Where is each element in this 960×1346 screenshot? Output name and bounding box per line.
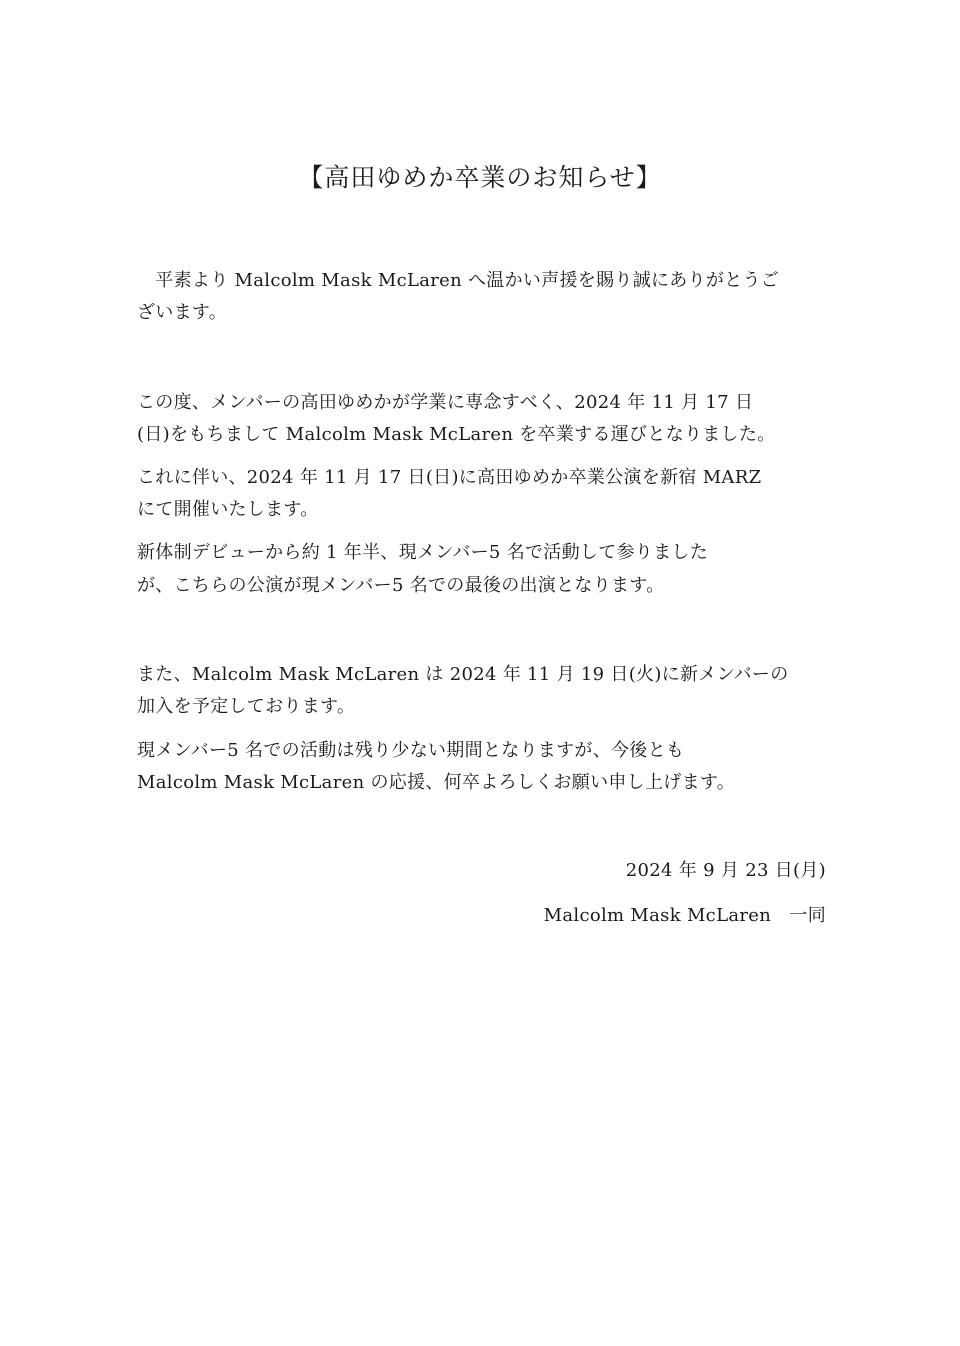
new-member-line-1: また、Malcolm Mask McLaren は 2024 年 11 月 19 日(火)に新メンバーの	[137, 664, 789, 685]
event-line-2: にて開催いたします。	[137, 499, 319, 520]
closing-line-1: 現メンバー5 名での活動は残り少ない期間となりますが、今後とも	[137, 740, 685, 761]
document-date: 2024 年 9 月 23 日(月)	[625, 860, 826, 881]
document-title: 【高田ゆめか卒業のお知らせ】	[298, 163, 662, 192]
history-line-2: が、こちらの公演が現メンバー5 名での最後の出演となります。	[137, 575, 665, 596]
announcement-line-1: この度、メンバーの高田ゆめかが学業に専念すべく、2024 年 11 月 17 日	[137, 392, 754, 413]
greeting-line-2: ざいます。	[137, 302, 228, 323]
new-member-line-2: 加入を予定しております。	[137, 696, 356, 717]
history-line-1: 新体制デビューから約 1 年半、現メンバー5 名で活動して参りました	[137, 542, 709, 563]
event-line-1: これに伴い、2024 年 11 月 17 日(日)に高田ゆめか卒業公演を新宿 MARZ	[137, 467, 762, 488]
closing-line-2: Malcolm Mask McLaren の応援、何卒よろしくお願い申し上げます。	[137, 772, 736, 793]
announcement-line-2: (日)をもちまして Malcolm Mask McLaren を卒業する運びとなりました。	[137, 424, 776, 445]
document-signature: Malcolm Mask McLaren 一同	[543, 905, 826, 926]
greeting-line-1: 平素より Malcolm Mask McLaren へ温かい声援を賜り誠にありがとうご	[137, 270, 780, 291]
